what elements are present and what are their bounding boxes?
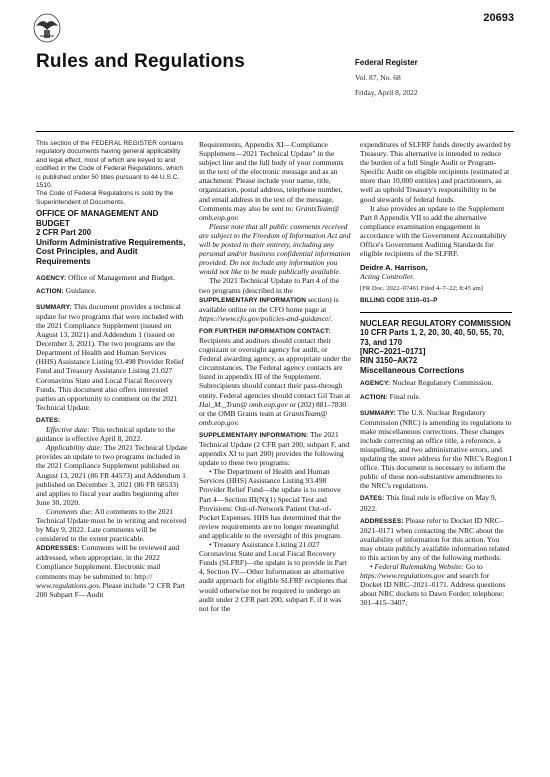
effective-date-text: This technical update to the guidance is effective April 8, 2022. — [36, 425, 175, 444]
nrc-website-tail: and search for Docket ID NRC–2021–0171. Address questions about NRC dockets to Dawn Forder; telephone: 301–415–3407; — [360, 571, 506, 608]
header-rule — [36, 131, 514, 132]
tran-email-link[interactable]: Hai_M._Tran@ omb.eop.gov — [199, 399, 288, 409]
issue-date: Friday, April 8, 2022 — [355, 88, 418, 97]
nrc-agency-heading: NUCLEAR REGULATORY COMMISSION — [360, 318, 511, 328]
col2-paragraph-3-tail: section) is available online on the CFO home page at — [199, 294, 339, 314]
section-divider — [360, 312, 512, 313]
nrc-action-label: ACTION: — [360, 393, 388, 401]
comments-due-text: All comments to the 2021 Technical Update must be in writing and received by May 9, 2022. Late comments will be considered to the extent practicable. — [36, 506, 187, 544]
applicability-date-label: Applicability date: — [46, 443, 103, 453]
col2-paragraph-3: The 2021 Technical Update to Part 4 of the two programs (described in the — [199, 276, 340, 295]
federal-register-eagle-logo-icon — [32, 12, 62, 44]
addresses-text: Comments will be reviewed and addressed, when appropriate, in the 2022 Compliance Supplement. Electronic mail comments may be submitted to: http:// — [36, 543, 180, 581]
volume-number: Vol. 87, No. 68 — [355, 73, 401, 82]
nrc-addresses-label: ADDRESSES: — [360, 517, 404, 525]
billing-code: BILLING CODE 3110–01–P — [360, 296, 438, 304]
col3-paragraph-1: expenditures of SLFRF funds directly awarded by Treasury. This alternative is intended to reduce the burden of a full Single Audit or Program-Specific Audit on eligible recipients (estimated at more than 10,000 entities) and practitioners, as well as uphold Treasury's responsibility to be good stewards of federal funds. — [360, 140, 512, 204]
comments-due-label: Comments due: — [46, 506, 94, 516]
nrc-addresses-text: Please refer to Docket ID NRC–2021–0171 when contacting the NRC about the availability of information for this action. You may obtain publicly available information related to this action by any of the following methods: — [360, 515, 510, 562]
nrc-dates-text: This final rule is effective on May 9, 2022. — [360, 493, 497, 513]
regulations-link[interactable]: www.regulations.gov. — [36, 580, 101, 590]
column-2 — [199, 140, 351, 613]
action-label: ACTION: — [36, 287, 64, 295]
column-3: expenditures of SLFRF funds directly awarded by Treasury. This alternative is intended to reduce the burden of a full Single Audit or Program-Specific Audit on eligible recipients (estimated at more than 10,000 entities) and practitioners, as well as uphold Treasury's responsibility to be good stewards of federal funds. It also provides an update to the Supplement Part 8 Appendix VII to add the alternative compliance examination engagement in accordance with the Government Accountability Office's Government Auditing Standards for eligible recipients of the SLFRF. Deidre A. Harrison, Acting Controller. [FR Doc. 2022–07461 Filed 4–7–22; 8:45 am] BILLING CODE 3110–01–P NUCLEAR REGULATORY COMMISSION 10 CFR Parts 1, 2, 20, 30, 40, 50, 55, 70, 73, and 170 [NRC–2021–0171] RIN 3150–AK72 Miscellaneous Corrections AGENCY: Nuclear Regulatory Commission. ACTION: Final rule. SUMMARY: The U.S. Nuclear Regulatory Commission (NRC) is amending its regulations to make miscellaneous corrections. These changes include correcting an office title, a reference, a misspelling, and two administrative errors, and updating the street address for the NRC's Region I office. This document is necessary to inform the public of these non-substantive amendments to the NRC's regulations. DATES: This final rule is effective on May 9, 2022. ADDRESSES: Please refer to Docket ID NRC–2021–0171 when contacting the NRC about the availability of information for this action. You may obtain publicly available information related to this action by any of the following methods: • Federal Rulemaking Website: Go to https://www.regulations.gov and search for Docket ID NRC–2021–0171. Address questions about NRC dockets to Dawn Forder; telephone: 301–415–3407; — [360, 140, 512, 608]
further-info-tail: or (202) 881–7830 or the OMB Grants team at — [199, 399, 347, 418]
public-comments-notice: Please note that all public comments received are subject to the Freedom of Information Act and will be posted in their entirety, including any personal and/or business confidential information provided. Do not include any information you would not like to be made publically available. — [199, 221, 351, 277]
nrc-dates-label: DATES: — [360, 495, 385, 503]
nrc-docket: [NRC–2021–0171] — [360, 347, 426, 356]
supplementary-ref: SUPPLEMENTARY INFORMATION — [199, 296, 306, 304]
nrc-agency-text: Nuclear Regulatory Commission. — [392, 378, 494, 388]
dates-label: DATES: — [36, 416, 61, 424]
signer-name: Deidre A. Harrison, — [360, 263, 428, 273]
agency-text: Office of Management and Budget. — [68, 272, 176, 282]
addresses-tail: Please include "2 CFR Part 200 Subpart F—Audit — [36, 580, 185, 599]
summary-text: This document provides a technical update for two programs that were included with the 2021 Compliance Supplement (issued on August 13, 2021) and Addendum 1 (issued on December 3, 2021). The two programs are the Department of Health and Human Services (HHS) Assistance Listing 93.498 Provider Relief Fund and Treasury Assistance Listing 21.027 Coronavirus State and Local Fiscal Recovery Funds. This document also offers interested parties an opportunity to comment on the 2021 Technical Update. — [36, 301, 184, 412]
supplementary-text: The 2021 Technical Update (2 CFR part 200, subpart F, and appendix XI to part 200) provides the following update to these two programs: — [199, 429, 350, 468]
grantsteam-email-link-2[interactable]: GrantsTeam@ omb.eop.gov. — [199, 408, 328, 427]
section-title: Rules and Regulations — [36, 51, 246, 72]
grantsteam-email-link[interactable]: GrantsTeam@ omb.eop.gov. — [199, 203, 340, 222]
nrc-website-label: Federal Rulemaking Website: — [374, 562, 464, 572]
col3-paragraph-2: It also provides an update to the Supplement Part 8 Appendix VII to add the alternative compliance examination engagement in accordance with the Government Accountability Office's Government Auditing Standards for eligible recipients of the SLFRF. — [360, 203, 507, 259]
agency-label: AGENCY: — [36, 274, 67, 282]
agency-heading: OFFICE OF MANAGEMENT AND BUDGET — [36, 209, 159, 228]
further-info-text: Recipients and auditors should contact their cognizant or oversight agency for audit, or Federal awarding agency, as appropriate under the circumstances. The Federal agency contacts are listed in appendix III of the Supplement. Subrecipients should contact their pass-through entity. Federal agencies should contact Gil Tran at — [199, 335, 351, 400]
addresses-label: ADDRESSES: — [36, 545, 80, 553]
summary-label: SUMMARY: — [36, 303, 72, 311]
cfr-part: 2 CFR Part 200 — [36, 228, 92, 238]
nrc-regulations-link[interactable]: https://www.regulations.gov — [360, 571, 445, 581]
nrc-action-text: Final rule. — [389, 391, 421, 401]
fr-doc-number: [FR Doc. 2022–07461 Filed 4–7–22; 8:45 am] — [360, 285, 483, 293]
bullet-hhs: • The Department of Health and Human Services (HHS) Assistance Listing 93.498 Provider Relief Fund—the update is to remove Part 4—Section III(N)(1) Special Test and Provisions: Out-of-Network Patient Out-of-Pocket Expenses. HHS has determined that the review requirements are no longer meaningful and applicable to the oversight of this program. — [199, 467, 342, 540]
action-text: Guidance. — [65, 285, 97, 295]
masthead — [355, 58, 515, 97]
col2-paragraph-1: Requirements, Appendix XI—Compliance Supplement—2021 Technical Update" in the subject line and the full body of your comments in the text of the electronic message and as an attachment. Please include your name, title, organization, postal address, telephone number, and email address in the text of the message. Comments may also be sent to: — [199, 140, 344, 213]
page-number: 20693 — [483, 12, 514, 24]
further-info-label: FOR FURTHER INFORMATION CONTACT: — [199, 327, 331, 335]
supplementary-label: SUPPLEMENTARY INFORMATION: — [199, 431, 309, 439]
effective-date-label: Effective date: — [46, 425, 90, 435]
nrc-agency-label: AGENCY: — [360, 380, 391, 388]
column-1 — [36, 140, 188, 599]
section-intro: This section of the FEDERAL REGISTER contains regulatory documents having general applicability and legal effect, most of which are keyed to and codified in the Code of Federal Regulations, which is published under 50 titles pursuant to 44 U.S.C. 1510. — [36, 140, 184, 190]
cfo-link[interactable]: https://www.cfo.gov/policies-and-guidance/. — [199, 313, 333, 323]
signer-title: Acting Controller. — [360, 272, 415, 282]
bullet-treasury: • Treasury Assistance Listing 21.027 Coronavirus State and Local Fiscal Recovery Funds (SLFRF)—the update is to provide in Part 4, Section IV—Other Information an alternative audit approach for eligible SLFRF recipients that would otherwise not be required to undergo an audit under 2 CFR part 200, subpart F, if it was not for the — [199, 540, 348, 613]
section-intro-sales: The Code of Federal Regulations is sold by the Superintendent of Documents. — [36, 190, 174, 206]
nrc-summary-label: SUMMARY: — [360, 409, 396, 417]
publication-name: Federal Register — [355, 58, 418, 67]
nrc-summary-text: The U.S. Nuclear Regulatory Commission (NRC) is amending its regulations to make miscellaneous corrections. These changes include correcting an office title, a reference, a misspelling, and two administrative errors, and updating the street address for the NRC's Region I office. This document is necessary to inform the public of these non-substantive amendments to the NRC's regulations. — [360, 407, 512, 491]
nrc-cfr-parts: 10 CFR Parts 1, 2, 20, 30, 40, 50, 55, 70, 73, and 170 — [360, 328, 504, 347]
document-title: Uniform Administrative Requirements, Cost Principles, and Audit Requirements — [36, 237, 186, 267]
nrc-document-title: Miscellaneous Corrections — [360, 365, 465, 375]
applicability-date-text: The 2021 Technical Update provides an update to two programs included in the 2021 Compliance Supplement published on August 13, 2021 (86 FR 44573) and Addendum 1 published on December 3, 2021 (86 FR 68533) and applies to fiscal year audits beginning after June 30, 2020. — [36, 443, 188, 507]
nrc-rin: RIN 3150–AK72 — [360, 356, 418, 366]
nrc-website-text: Go to — [465, 562, 483, 572]
